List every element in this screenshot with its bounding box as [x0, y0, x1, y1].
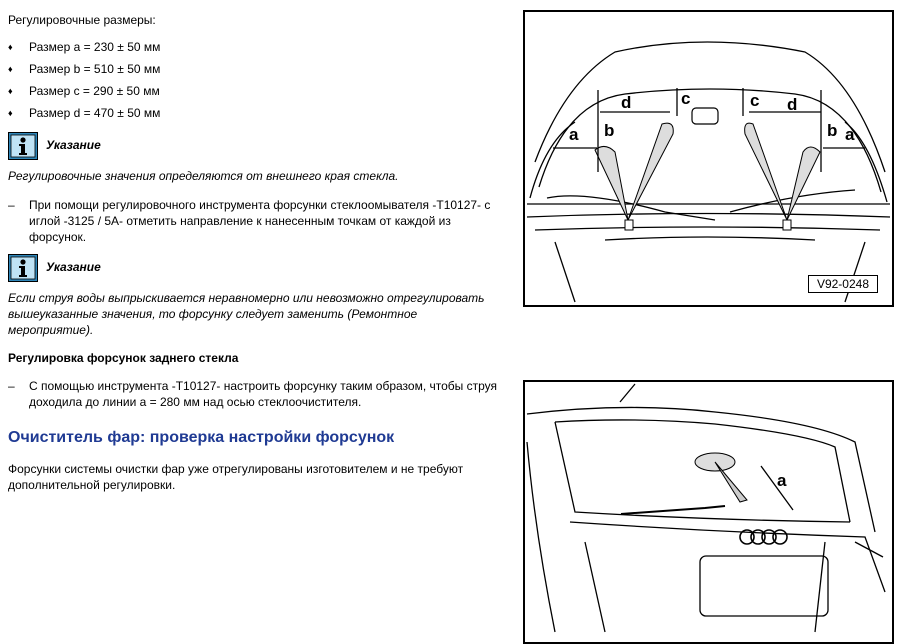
note-header	[8, 132, 308, 160]
rear-window-diagram	[525, 382, 892, 642]
dim-label-a: a	[777, 471, 787, 490]
dim-label-a-left: a	[569, 125, 579, 144]
note-text: Если струя воды выпрыскивается неравномерно или невозможно отрегулировать вышеуказанные значения, то форсунку следует заменить (Ремонтное мероприятие).	[8, 291, 485, 337]
dash-marker: –	[8, 379, 15, 393]
note-label: Указание	[46, 260, 101, 274]
diamond-icon: ♦	[8, 86, 13, 96]
figure-reference: V92-0248	[808, 275, 878, 293]
section-heading: Регулировка форсунок заднего стекла	[8, 351, 239, 365]
instruction-text: При помощи регулировочного инструмента форсунки стеклоомывателя -T10127- с иглой -3125 / 5A- отметить направление к нанесенным точкам от каждой из форсунок.	[29, 198, 491, 244]
windscreen-figure	[523, 10, 894, 307]
dim-label-b-right: b	[827, 121, 838, 140]
dim-label-b-left: b	[604, 121, 615, 140]
instruction-text: С помощью инструмента -T10127- настроить форсунку таким образом, чтобы струя доходила до линии a = 280 мм над осью стеклоочистителя.	[29, 379, 498, 409]
dash-marker: –	[8, 198, 15, 212]
instruction-step	[8, 197, 513, 247]
windscreen-diagram	[525, 12, 892, 305]
note-text: Регулировочные значения определяются от внешнего края стекла.	[8, 169, 399, 183]
note-header	[8, 254, 308, 282]
info-icon	[8, 132, 38, 160]
info-icon	[8, 254, 38, 282]
dim-label-a-right: a	[845, 125, 855, 144]
instruction-step	[8, 378, 513, 412]
note-label: Указание	[46, 138, 101, 152]
headlamp-text: Форсунки системы очистки фар уже отрегулированы изготовителем и не требуют дополнительной регулировки.	[8, 462, 464, 492]
dim-label-d-right: d	[787, 95, 798, 114]
intro-text: Регулировочные размеры:	[8, 13, 156, 27]
diamond-icon: ♦	[8, 64, 13, 74]
diamond-icon: ♦	[8, 42, 13, 52]
rear-window-figure	[523, 380, 894, 644]
diamond-icon: ♦	[8, 108, 13, 118]
dim-label-c-right: c	[750, 91, 760, 110]
dim-label-c-left: c	[681, 89, 691, 108]
dim-label-d-left: d	[621, 93, 632, 112]
headlamp-title: Очиститель фар: проверка настройки форсунок	[8, 429, 395, 446]
